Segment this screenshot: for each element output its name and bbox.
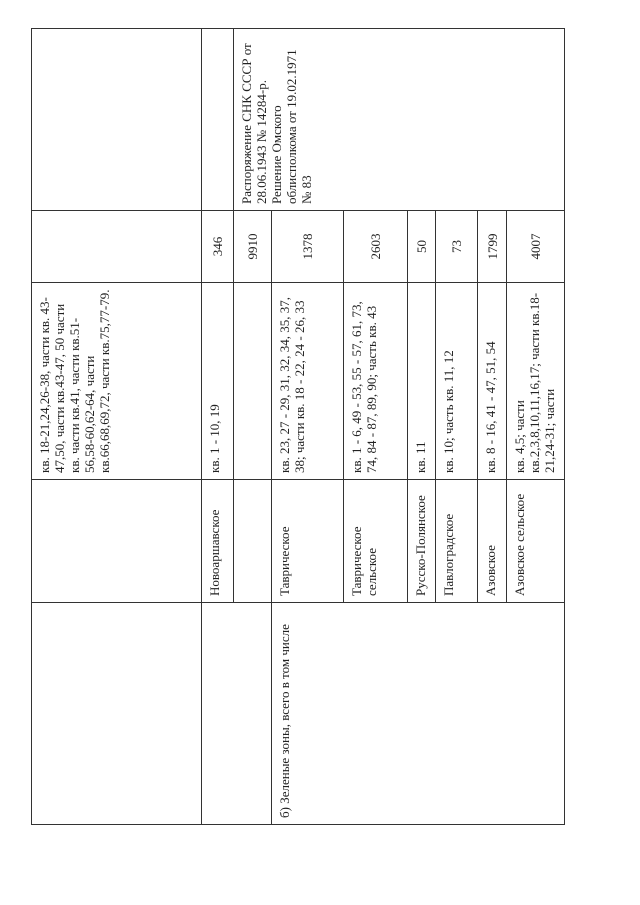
quarters-cell: кв. 1 - 10, 19 — [202, 283, 234, 480]
area-cell: 2603 — [344, 211, 408, 283]
table-row — [202, 29, 234, 825]
forest-zones-table — [31, 28, 565, 825]
name-cell: Павлоградское — [436, 480, 478, 603]
name-cell: Азовское сельское — [507, 480, 565, 603]
empty-zone-cell — [202, 603, 272, 825]
name-cell — [32, 480, 202, 603]
name-cell: Таврическое — [272, 480, 344, 603]
name-cell — [234, 480, 272, 603]
doc-cell — [32, 29, 202, 211]
legal-document-cell: Распоряжение СНК СССР от 28.06.1943 № 14284-р. Решение Омского облисполкома от 19.02.1971 № 83 — [234, 29, 565, 211]
quarters-cell: кв. 1 - 6, 49 - 53, 55 - 57, 61, 73, 74, 84 - 87, 89, 90; часть кв. 43 — [344, 283, 408, 480]
quarters-cell: кв. 4,5; части кв.2,3,8,10,11,16,17; части кв.18-21,24-31; части — [507, 283, 565, 480]
quarters-cell: кв. 11 — [408, 283, 436, 480]
name-cell: Азовское — [478, 480, 507, 603]
rotated-table-container — [31, 29, 564, 825]
area-cell — [32, 211, 202, 283]
quarters-cell: кв. 23, 27 - 29, 31, 32, 34, 35, 37, 38; части кв. 18 - 22, 24 - 26, 33 — [272, 283, 344, 480]
name-cell: Новоаршавское — [202, 480, 234, 603]
green-zones-cell: б) Зеленые зоны, всего в том числе — [272, 603, 565, 825]
area-total-cell: 9910 — [234, 211, 272, 283]
doc-cell — [202, 29, 234, 211]
area-cell: 4007 — [507, 211, 565, 283]
table-row — [32, 29, 202, 825]
area-cell: 73 — [436, 211, 478, 283]
quarters-cell — [234, 283, 272, 480]
area-cell: 50 — [408, 211, 436, 283]
quarters-cell: кв. 10; часть кв. 11, 12 — [436, 283, 478, 480]
quarters-cell: кв. 8 - 16, 41 - 47, 51, 54 — [478, 283, 507, 480]
name-cell: Русско-Полянское — [408, 480, 436, 603]
area-cell: 346 — [202, 211, 234, 283]
area-cell: 1378 — [272, 211, 344, 283]
name-cell: Таврическое сельское — [344, 480, 408, 603]
area-cell: 1799 — [478, 211, 507, 283]
zone-cell — [32, 603, 202, 825]
quarters-cell: кв. 18-21,24,26-38, части кв. 43-47,50, части кв.43-47, 50 части кв. части кв.41, части кв.51-56,58-60,62-64, части кв.66,68,69,72, части кв.75,77-79. — [32, 283, 202, 480]
